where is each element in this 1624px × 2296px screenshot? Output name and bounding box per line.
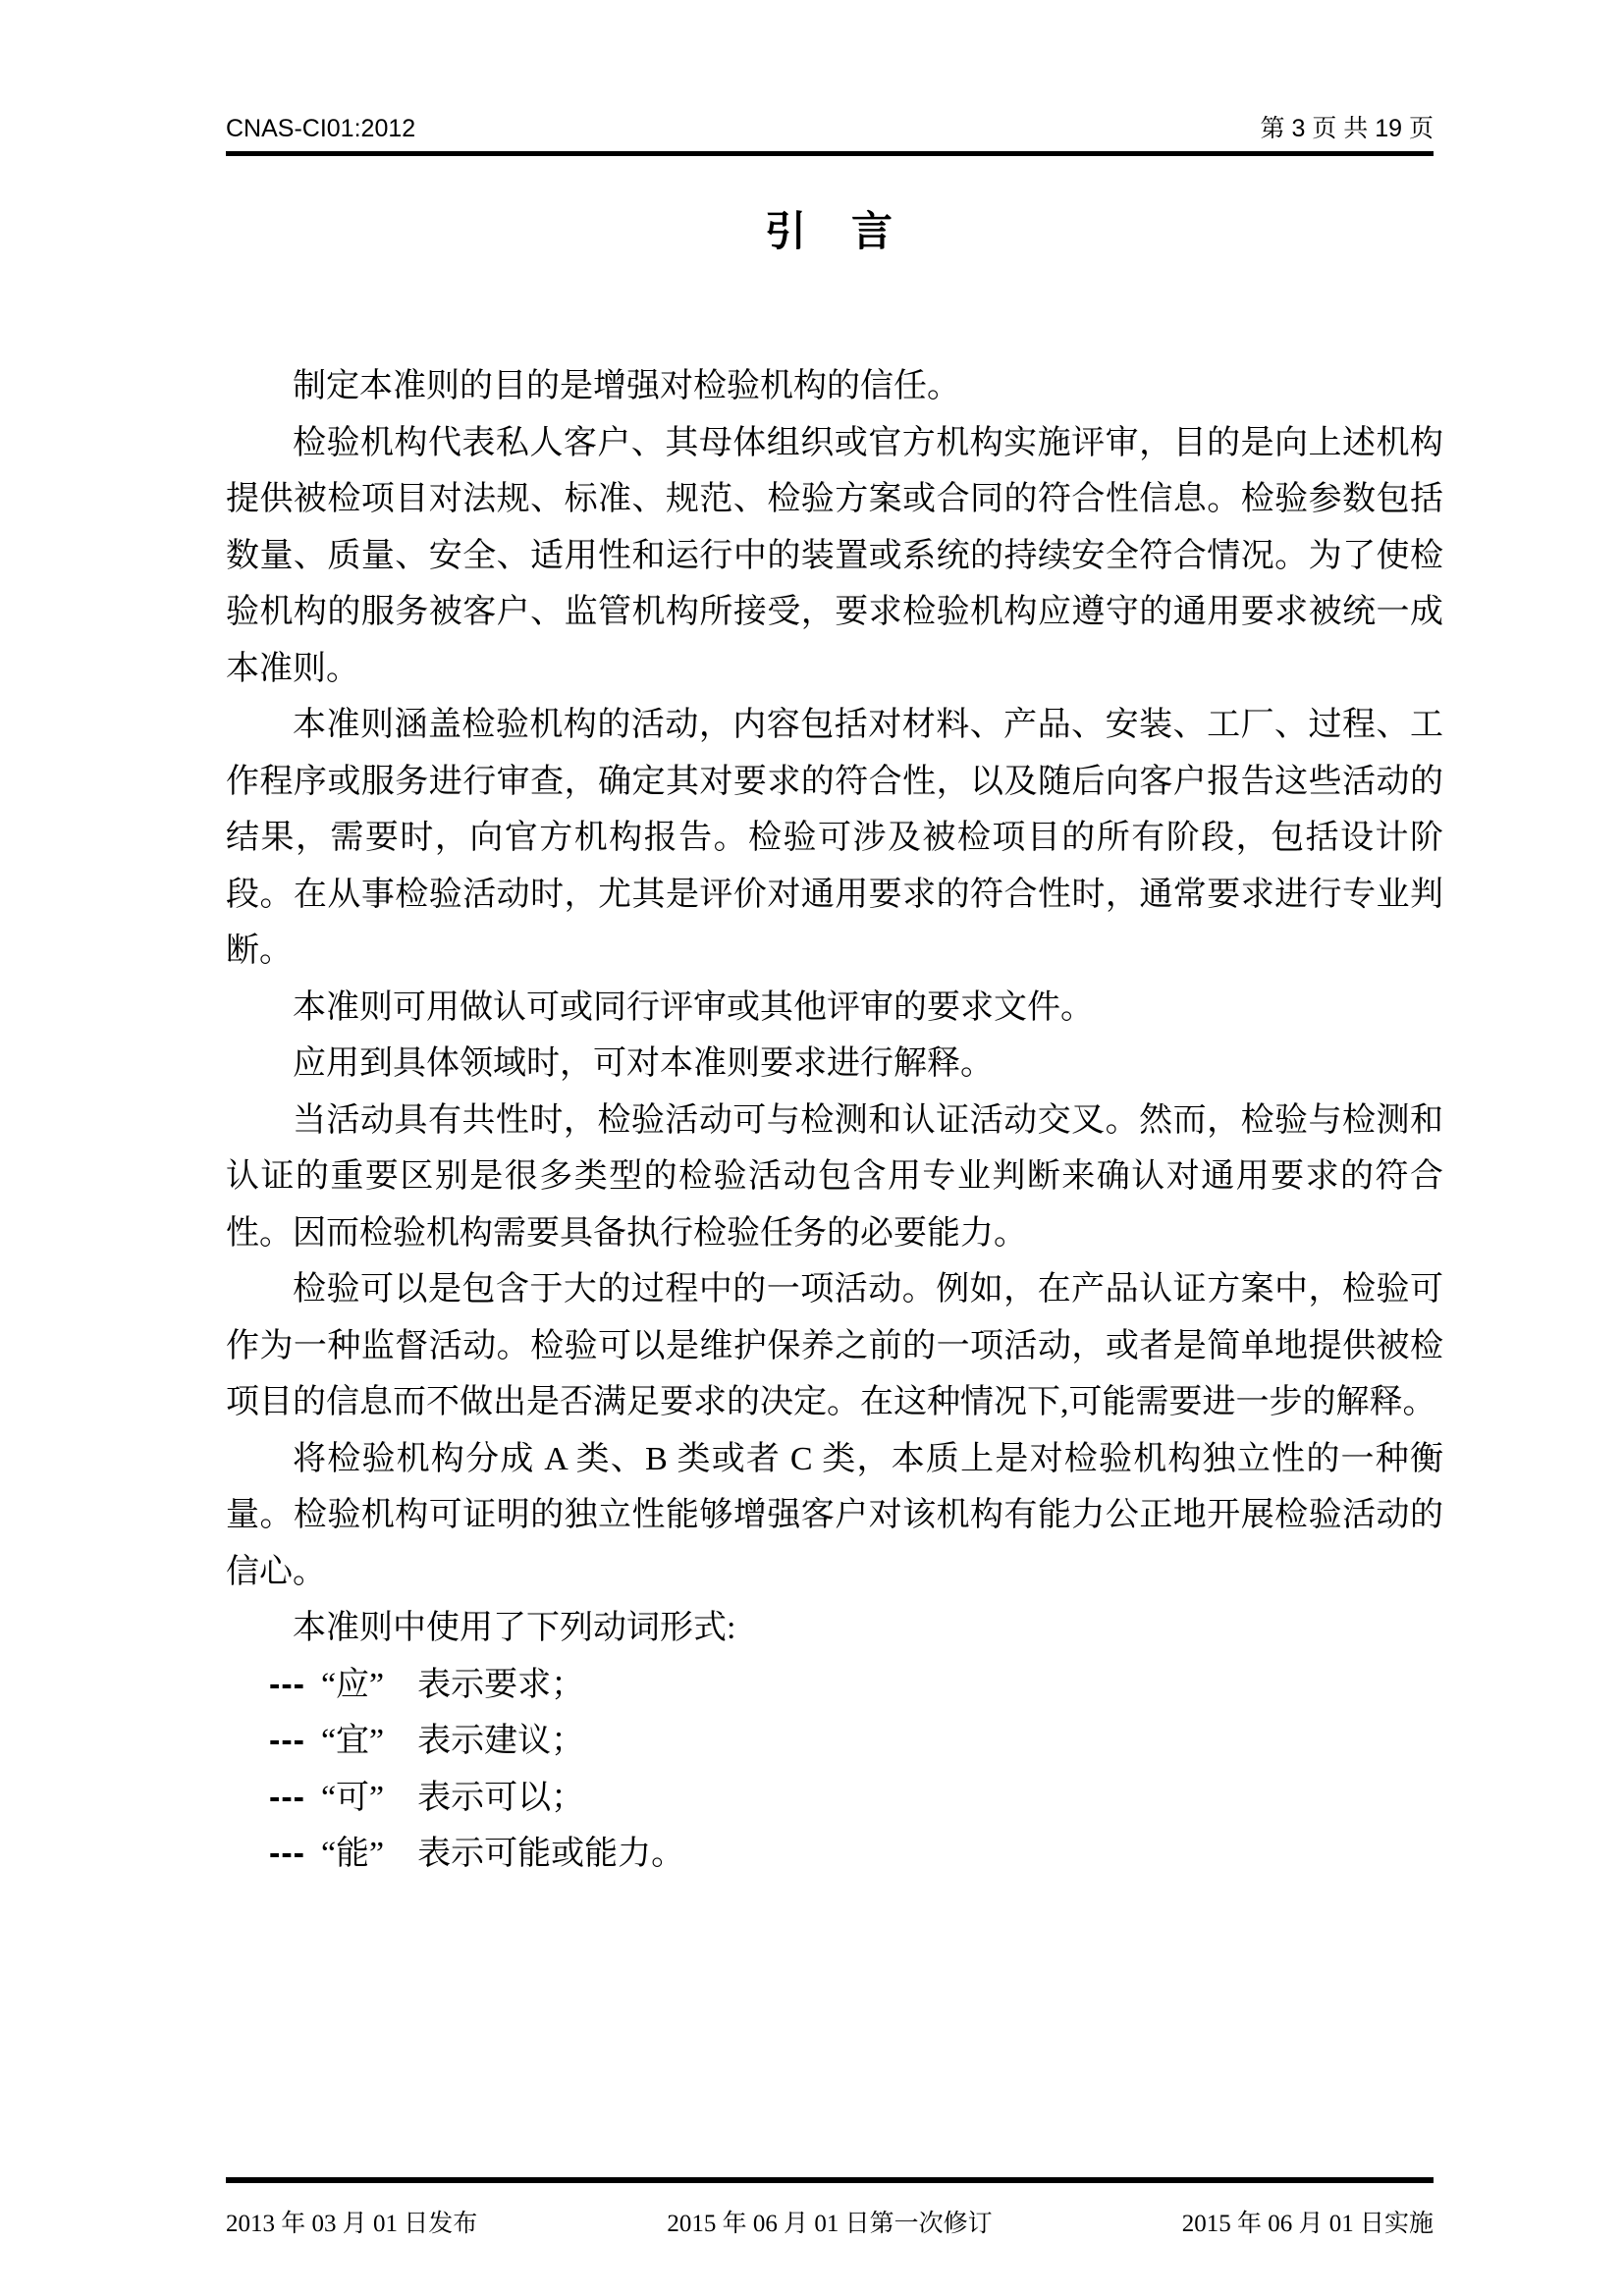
list-dash-marker: --- <box>269 1665 305 1703</box>
header-rule <box>226 151 1434 156</box>
header-row <box>226 0 1434 143</box>
document-number: CNAS-CI01:2012 <box>226 115 416 142</box>
body-paragraph: 本准则涵盖检验机构的活动，内容包括对材料、产品、安装、工厂、过程、工作程序或服务进行审查，确定其对要求的符合性，以及随后向客户报告这些活动的结果，需要时，向官方机构报告。检验可涉及被检项目的所有阶段，包括设计阶段。在从事检验活动时，尤其是评价对通用要求的符合性时，通常要求进行专业判断。 <box>226 707 1443 969</box>
verb-term: “应” <box>320 1666 385 1703</box>
verb-term: “宜” <box>320 1723 385 1759</box>
footer-rule <box>226 2177 1434 2183</box>
page-number-info: 第 3 页 共 19 页 <box>1260 115 1434 142</box>
page-title: 引 言 <box>764 210 894 255</box>
verb-meaning: 表示可以； <box>417 1779 585 1816</box>
body-paragraph: 当活动具有共性时，检验活动可与检测和认证活动交叉。然而，检验与检测和认证的重要区别是很多类型的检验活动包含用专业判断来确认对通用要求的符合性。因而检验机构需要具备执行检验任务的必要能力。 <box>226 1101 1443 1252</box>
body-paragraph: 本准则中使用了下列动词形式: <box>293 1610 736 1646</box>
body-paragraph: 应用到具体领域时，可对本准则要求进行解释。 <box>293 1045 994 1082</box>
body-paragraph: 检验机构代表私人客户、其母体组织或官方机构实施评审，目的是向上述机构提供被检项目对法规、标准、规范、检验方案或合同的符合性信息。检验参数包括数量、质量、安全、适用性和运行中的装置或系统的持续安全符合情况。为了使检验机构的服务被客户、监管机构所接受，要求检验机构应遵守的通用要求被统一成本准则。 <box>226 424 1443 687</box>
page-footer <box>226 2177 1434 2240</box>
revision-date: 2015 年 06 月 01 日第一次修订 <box>667 2211 993 2237</box>
verb-term: “可” <box>320 1779 385 1816</box>
list-dash-marker: --- <box>269 1835 305 1872</box>
list-dash-marker: --- <box>269 1778 305 1816</box>
page-header <box>226 0 1434 256</box>
verb-definition-line <box>226 1657 1443 1714</box>
verb-definition-line <box>226 1826 1443 1883</box>
verb-meaning: 表示建议； <box>417 1723 585 1759</box>
implementation-date: 2015 年 06 月 01 日实施 <box>1181 2211 1434 2237</box>
list-dash-marker: --- <box>269 1722 305 1759</box>
body-paragraph: 检验可以是包含于大的过程中的一项活动。例如，在产品认证方案中，检验可作为一种监督活动。检验可以是维护保养之前的一项活动，或者是简单地提供被检项目的信息而不做出是否满足要求的决定。在这种情况下,可能需要进一步的解释。 <box>226 1271 1443 1420</box>
body-paragraph: 将检验机构分成 A 类、B 类或者 C 类，本质上是对检验机构独立性的一种衡量。检验机构可证明的独立性能够增强客户对该机构有能力公正地开展检验活动的信心。 <box>226 1440 1443 1590</box>
verb-meaning: 表示可能或能力。 <box>417 1836 685 1872</box>
body-paragraph: 制定本准则的目的是增强对检验机构的信任。 <box>293 368 960 404</box>
publish-date: 2013 年 03 月 01 日发布 <box>226 2211 478 2237</box>
verb-meaning: 表示要求； <box>417 1666 585 1703</box>
verb-definition-line <box>226 1713 1443 1770</box>
footer-row <box>226 2209 1434 2240</box>
body-paragraphs <box>226 358 1443 1883</box>
verb-term: “能” <box>320 1836 385 1872</box>
verb-definition-line <box>226 1770 1443 1827</box>
body-paragraph: 本准则可用做认可或同行评审或其他评审的要求文件。 <box>293 988 1094 1026</box>
